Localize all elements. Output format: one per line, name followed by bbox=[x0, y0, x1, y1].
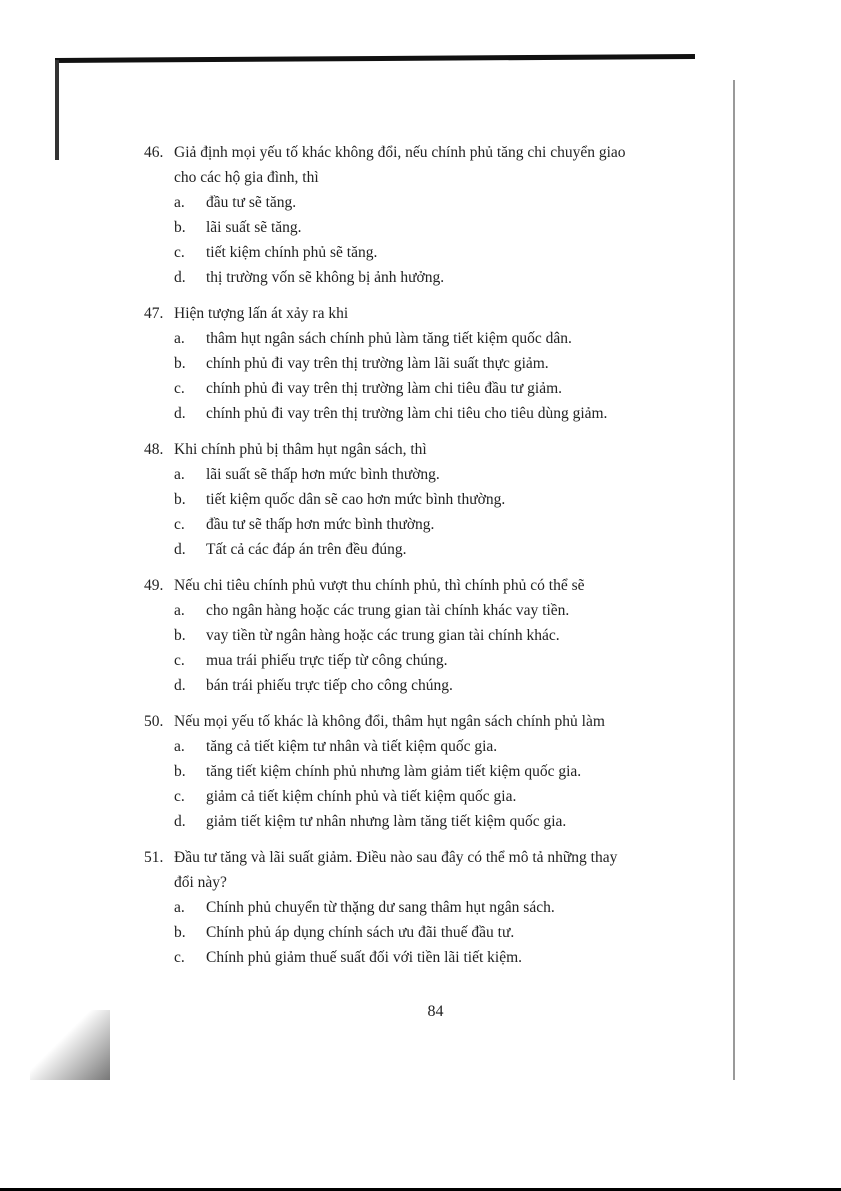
option-text: mua trái phiếu trực tiếp từ công chúng. bbox=[206, 652, 448, 669]
option-text: cho ngân hàng hoặc các trung gian tài chính khác vay tiền. bbox=[206, 602, 570, 619]
answer-option bbox=[144, 537, 724, 562]
option-text: chính phủ đi vay trên thị trường làm chi tiêu cho tiêu dùng giảm. bbox=[206, 405, 608, 422]
option-letter: b. bbox=[174, 763, 186, 780]
question-number bbox=[144, 165, 174, 190]
question-number: 47. bbox=[144, 305, 164, 322]
answer-option bbox=[144, 734, 724, 759]
answer-option bbox=[144, 895, 724, 920]
question-stem-line bbox=[144, 140, 724, 165]
question-stem-line bbox=[144, 573, 724, 598]
option-letter: d. bbox=[174, 541, 186, 558]
answer-option bbox=[144, 598, 724, 623]
answer-option bbox=[144, 240, 724, 265]
answer-option bbox=[144, 809, 724, 834]
option-letter: d. bbox=[174, 813, 186, 830]
question-stem-line bbox=[144, 845, 724, 870]
answer-option bbox=[144, 401, 724, 426]
option-text: giảm cả tiết kiệm chính phủ và tiết kiệm quốc gia. bbox=[206, 788, 517, 805]
option-letter: c. bbox=[174, 652, 185, 669]
question-6 bbox=[144, 845, 724, 970]
option-text: tiết kiệm quốc dân sẽ cao hơn mức bình thường. bbox=[206, 491, 506, 508]
question-stem-line bbox=[144, 301, 724, 326]
scan-border-top bbox=[55, 54, 695, 63]
question-2 bbox=[144, 301, 724, 426]
option-text: tiết kiệm chính phủ sẽ tăng. bbox=[206, 244, 378, 261]
option-letter: b. bbox=[174, 491, 186, 508]
option-text: Tất cả các đáp án trên đều đúng. bbox=[206, 541, 407, 558]
option-text: vay tiền từ ngân hàng hoặc các trung gian tài chính khác. bbox=[206, 627, 560, 644]
question-stem-line bbox=[144, 709, 724, 734]
option-text: đầu tư sẽ thấp hơn mức bình thường. bbox=[206, 516, 435, 533]
option-text: thâm hụt ngân sách chính phủ làm tăng tiết kiệm quốc dân. bbox=[206, 330, 572, 347]
option-text: đầu tư sẽ tăng. bbox=[206, 194, 297, 211]
option-letter: a. bbox=[174, 899, 185, 916]
question-stem: Hiện tượng lấn át xảy ra khi bbox=[174, 305, 349, 322]
page-number: 84 bbox=[427, 1003, 444, 1020]
question-stem: Khi chính phủ bị thâm hụt ngân sách, thì bbox=[174, 441, 427, 458]
question-stem-line bbox=[144, 437, 724, 462]
option-letter: a. bbox=[174, 602, 185, 619]
question-stem: Nếu mọi yếu tố khác là không đổi, thâm hụt ngân sách chính phủ làm bbox=[174, 713, 605, 730]
question-stem: đổi này? bbox=[174, 874, 227, 891]
answer-option bbox=[144, 648, 724, 673]
question-stem: Giả định mọi yếu tố khác không đổi, nếu chính phủ tăng chi chuyển giao bbox=[174, 144, 626, 161]
question-number: 48. bbox=[144, 441, 164, 458]
answer-option bbox=[144, 673, 724, 698]
question-number: 46. bbox=[144, 144, 164, 161]
answer-option bbox=[144, 759, 724, 784]
option-letter: b. bbox=[174, 924, 186, 941]
option-letter: c. bbox=[174, 949, 185, 966]
answer-option bbox=[144, 784, 724, 809]
option-letter: a. bbox=[174, 194, 185, 211]
option-text: tăng cả tiết kiệm tư nhân và tiết kiệm quốc gia. bbox=[206, 738, 498, 755]
question-5 bbox=[144, 709, 724, 834]
question-list bbox=[144, 140, 724, 981]
option-letter: d. bbox=[174, 677, 186, 694]
option-letter: a. bbox=[174, 738, 185, 755]
option-letter: b. bbox=[174, 355, 186, 372]
option-text: lãi suất sẽ thấp hơn mức bình thường. bbox=[206, 466, 440, 483]
question-1 bbox=[144, 140, 724, 290]
answer-option bbox=[144, 265, 724, 290]
option-text: Chính phủ giảm thuế suất đối với tiền lãi tiết kiệm. bbox=[206, 949, 523, 966]
option-letter: a. bbox=[174, 466, 185, 483]
question-stem-line bbox=[144, 165, 724, 190]
question-number: 49. bbox=[144, 577, 164, 594]
question-number: 50. bbox=[144, 713, 164, 730]
option-letter: c. bbox=[174, 380, 185, 397]
question-stem: Nếu chi tiêu chính phủ vượt thu chính phủ, thì chính phủ có thể sẽ bbox=[174, 577, 585, 594]
question-number: 51. bbox=[144, 849, 164, 866]
option-letter: b. bbox=[174, 627, 186, 644]
answer-option bbox=[144, 512, 724, 537]
answer-option bbox=[144, 376, 724, 401]
answer-option bbox=[144, 487, 724, 512]
answer-option bbox=[144, 326, 724, 351]
answer-option bbox=[144, 190, 724, 215]
option-letter: a. bbox=[174, 330, 185, 347]
option-letter: c. bbox=[174, 516, 185, 533]
option-text: lãi suất sẽ tăng. bbox=[206, 219, 302, 236]
option-letter: d. bbox=[174, 269, 186, 286]
option-text: giảm tiết kiệm tư nhân nhưng làm tăng tiết kiệm quốc gia. bbox=[206, 813, 567, 830]
question-stem: Đầu tư tăng và lãi suất giảm. Điều nào sau đây có thể mô tả những thay bbox=[174, 849, 618, 866]
option-letter: b. bbox=[174, 219, 186, 236]
question-4 bbox=[144, 573, 724, 698]
scan-border-right bbox=[733, 80, 735, 1080]
answer-option bbox=[144, 462, 724, 487]
option-text: thị trường vốn sẽ không bị ảnh hưởng. bbox=[206, 269, 445, 286]
question-3 bbox=[144, 437, 724, 562]
option-letter: c. bbox=[174, 244, 185, 261]
answer-option bbox=[144, 623, 724, 648]
option-letter: d. bbox=[174, 405, 186, 422]
option-text: bán trái phiếu trực tiếp cho công chúng. bbox=[206, 677, 453, 694]
option-text: chính phủ đi vay trên thị trường làm chi tiêu đầu tư giảm. bbox=[206, 380, 563, 397]
scan-border-left bbox=[55, 60, 59, 160]
option-text: Chính phủ chuyển từ thặng dư sang thâm hụt ngân sách. bbox=[206, 899, 555, 916]
option-letter: c. bbox=[174, 788, 185, 805]
option-text: chính phủ đi vay trên thị trường làm lãi suất thực giảm. bbox=[206, 355, 549, 372]
question-number bbox=[144, 870, 174, 895]
option-text: Chính phủ áp dụng chính sách ưu đãi thuế đầu tư. bbox=[206, 924, 515, 941]
question-stem: cho các hộ gia đình, thì bbox=[174, 169, 319, 186]
answer-option bbox=[144, 920, 724, 945]
option-text: tăng tiết kiệm chính phủ nhưng làm giảm tiết kiệm quốc gia. bbox=[206, 763, 582, 780]
question-stem-line bbox=[144, 870, 724, 895]
answer-option bbox=[144, 215, 724, 240]
answer-option bbox=[144, 945, 724, 970]
answer-option bbox=[144, 351, 724, 376]
